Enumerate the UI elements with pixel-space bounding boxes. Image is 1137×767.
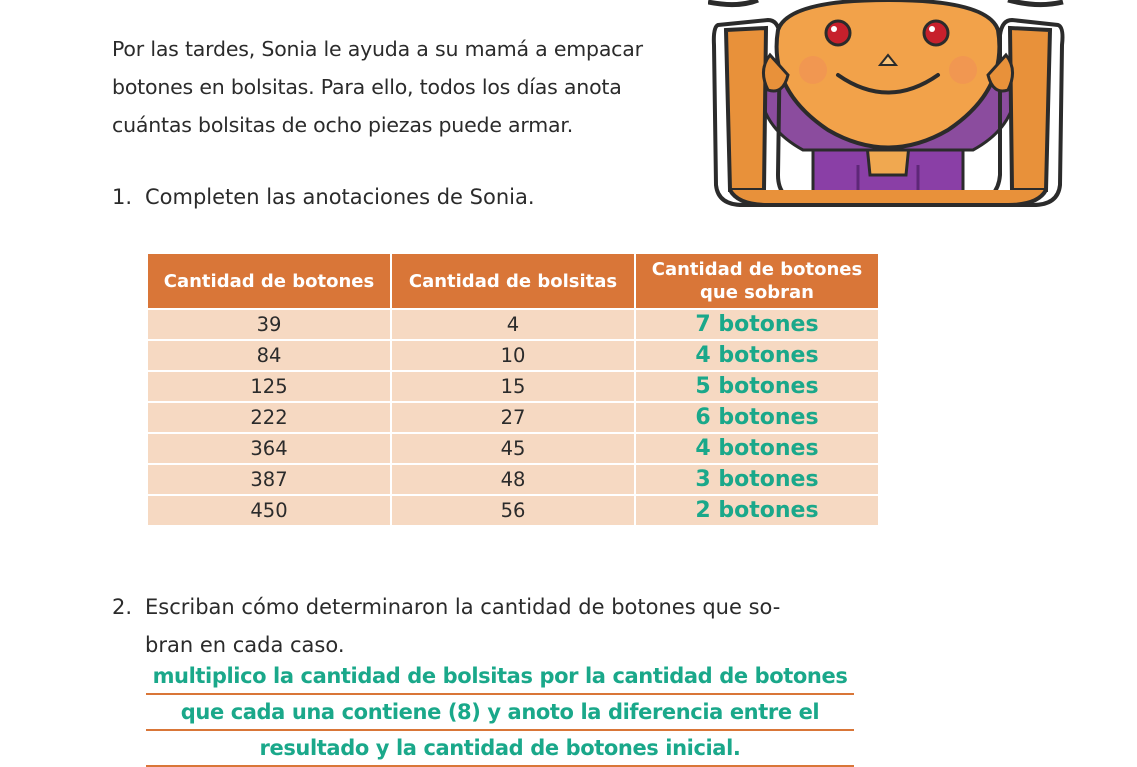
cell-botones: 222 xyxy=(147,402,391,433)
cell-botones: 39 xyxy=(147,309,391,340)
question-1 xyxy=(112,178,535,216)
table-row xyxy=(147,371,879,402)
buttons-table xyxy=(146,252,880,527)
cell-bolsitas: 27 xyxy=(391,402,635,433)
girl-illustration-svg xyxy=(708,0,1068,215)
cell-bolsitas: 4 xyxy=(391,309,635,340)
cell-sobran[interactable]: 2 botones xyxy=(635,495,879,526)
intro-line-1: Por las tardes, Sonia le ayuda a su mamá a empacar xyxy=(112,37,643,61)
cell-sobran[interactable]: 5 botones xyxy=(635,371,879,402)
table-row xyxy=(147,464,879,495)
table-row xyxy=(147,402,879,433)
question-1-number: 1. xyxy=(112,185,133,209)
cell-bolsitas: 15 xyxy=(391,371,635,402)
table-row xyxy=(147,309,879,340)
cell-sobran[interactable]: 7 botones xyxy=(635,309,879,340)
cell-botones: 84 xyxy=(147,340,391,371)
cell-botones: 364 xyxy=(147,433,391,464)
cell-botones: 125 xyxy=(147,371,391,402)
cell-bolsitas: 45 xyxy=(391,433,635,464)
table-row xyxy=(147,495,879,526)
table-row xyxy=(147,340,879,371)
table-header-row xyxy=(147,253,879,309)
header-cantidad-botones: Cantidad de botones xyxy=(147,253,391,309)
intro-line-3: cuántas bolsitas de ocho piezas puede armar. xyxy=(112,113,574,137)
answer-line-2[interactable]: que cada una contiene (8) y anoto la diferencia entre el xyxy=(146,695,854,731)
intro-text xyxy=(112,30,702,144)
header-botones-sobran: Cantidad de botones que sobran xyxy=(635,253,879,309)
question-2 xyxy=(112,588,872,664)
question-2-line-1: Escriban cómo determinaron la cantidad de botones que so- xyxy=(145,595,781,619)
girl-illustration xyxy=(708,0,1068,215)
cell-sobran[interactable]: 6 botones xyxy=(635,402,879,433)
cell-bolsitas: 10 xyxy=(391,340,635,371)
intro-line-2: botones en bolsitas. Para ello, todos los días anota xyxy=(112,75,622,99)
cell-sobran[interactable]: 4 botones xyxy=(635,433,879,464)
cell-sobran[interactable]: 4 botones xyxy=(635,340,879,371)
answer-2[interactable] xyxy=(146,659,854,767)
question-1-text: Completen las anotaciones de Sonia. xyxy=(145,185,535,209)
cell-botones: 387 xyxy=(147,464,391,495)
question-2-number: 2. xyxy=(112,595,133,619)
answer-line-1[interactable]: multiplico la cantidad de bolsitas por la cantidad de botones xyxy=(146,659,854,695)
header-cantidad-bolsitas: Cantidad de bolsitas xyxy=(391,253,635,309)
cell-bolsitas: 48 xyxy=(391,464,635,495)
question-2-line-2: bran en cada caso. xyxy=(145,633,345,657)
cell-botones: 450 xyxy=(147,495,391,526)
cell-bolsitas: 56 xyxy=(391,495,635,526)
table-row xyxy=(147,433,879,464)
cell-sobran[interactable]: 3 botones xyxy=(635,464,879,495)
answer-line-3[interactable]: resultado y la cantidad de botones inicial. xyxy=(146,731,854,767)
